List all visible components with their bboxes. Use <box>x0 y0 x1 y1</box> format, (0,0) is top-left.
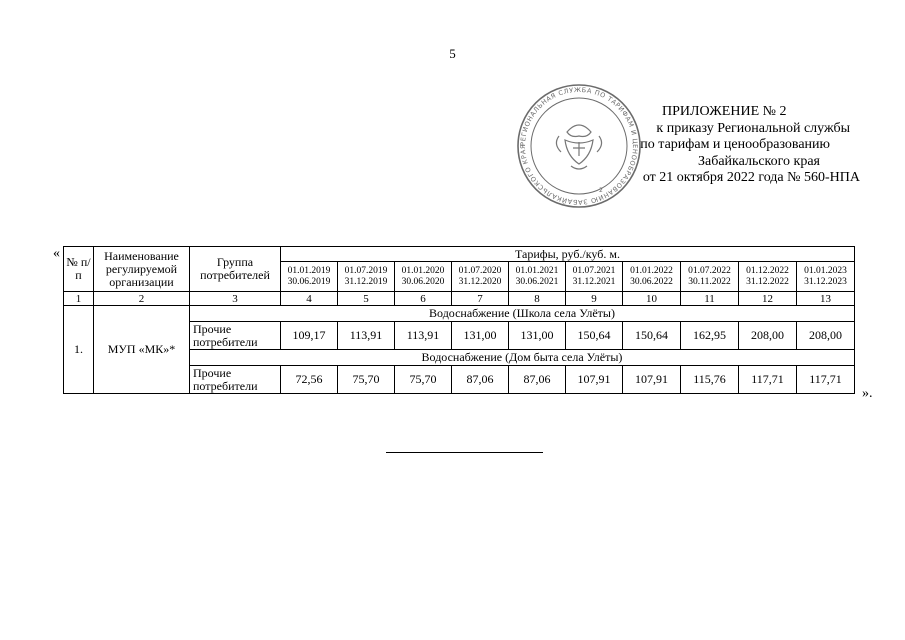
column-number: 2 <box>94 292 190 306</box>
tariff-value: 117,71 <box>739 366 797 394</box>
period-from: 01.07.2022 <box>688 265 731 276</box>
tariff-value: 87,06 <box>452 366 509 394</box>
period-to: 30.11.2022 <box>688 276 731 287</box>
tariffs-table <box>63 246 855 394</box>
period-header <box>797 262 855 292</box>
tariff-value: 150,64 <box>566 322 623 350</box>
period-to: 31.12.2020 <box>458 276 502 287</box>
tariff-value: 115,76 <box>681 366 739 394</box>
consumer-group-cell: Прочие потребители <box>190 366 281 394</box>
period-to: 30.06.2022 <box>630 276 673 287</box>
column-number: 4 <box>281 292 338 306</box>
header-no: № п/п <box>64 247 94 292</box>
period-from: 01.01.2021 <box>515 265 559 276</box>
tariff-value: 75,70 <box>338 366 395 394</box>
appendix-line-date: от 21 октября 2022 года № 560-НПА <box>642 170 860 185</box>
tariff-value: 150,64 <box>623 322 681 350</box>
period-from: 01.07.2019 <box>344 265 388 276</box>
consumer-group-cell: Прочие потребители <box>190 322 281 350</box>
period-to: 30.06.2020 <box>401 276 445 287</box>
period-from: 01.01.2020 <box>401 265 445 276</box>
column-number: 7 <box>452 292 509 306</box>
column-number: 12 <box>739 292 797 306</box>
period-to: 31.12.2022 <box>746 276 789 287</box>
period-header <box>338 262 395 292</box>
tariff-value: 107,91 <box>566 366 623 394</box>
section-title: Водоснабжение (Школа села Улёты) <box>190 306 855 322</box>
period-from: 01.07.2020 <box>458 265 502 276</box>
tariff-value: 208,00 <box>797 322 855 350</box>
period-header <box>452 262 509 292</box>
tariff-value: 109,17 <box>281 322 338 350</box>
period-header <box>566 262 623 292</box>
period-to: 30.06.2019 <box>287 276 331 287</box>
period-from: 01.12.2022 <box>746 265 789 276</box>
organization-name: МУП «МК»* <box>94 306 190 394</box>
column-number: 1 <box>64 292 94 306</box>
column-number: 13 <box>797 292 855 306</box>
period-to: 30.06.2021 <box>515 276 559 287</box>
closing-quote: ». <box>862 386 873 401</box>
tariff-value: 131,00 <box>452 322 509 350</box>
tariff-value: 113,91 <box>338 322 395 350</box>
column-number: 10 <box>623 292 681 306</box>
tariff-value: 75,70 <box>395 366 452 394</box>
column-number: 8 <box>509 292 566 306</box>
header-organization: Наименование регулируемой организации <box>94 247 190 292</box>
appendix-header <box>560 104 860 187</box>
period-to: 31.12.2021 <box>572 276 616 287</box>
column-number: 9 <box>566 292 623 306</box>
tariff-value: 162,95 <box>681 322 739 350</box>
end-rule <box>386 452 543 453</box>
section-title: Водоснабжение (Дом быта села Улёты) <box>190 350 855 366</box>
period-header <box>395 262 452 292</box>
period-from: 01.01.2023 <box>804 265 847 276</box>
period-header <box>739 262 797 292</box>
period-header <box>281 262 338 292</box>
appendix-line-service: по тарифам и ценообразованию <box>640 137 830 152</box>
period-from: 01.01.2022 <box>630 265 673 276</box>
tariff-value: 72,56 <box>281 366 338 394</box>
tariff-value: 107,91 <box>623 366 681 394</box>
period-from: 01.07.2021 <box>572 265 616 276</box>
tariff-value: 208,00 <box>739 322 797 350</box>
opening-quote: « <box>53 246 60 261</box>
period-header <box>681 262 739 292</box>
header-consumer-group: Группа потребителей <box>190 247 281 292</box>
column-number: 3 <box>190 292 281 306</box>
period-header <box>509 262 566 292</box>
appendix-line-region: Забайкальского края <box>697 153 820 169</box>
header-tariffs: Тарифы, руб./куб. м. <box>281 247 855 262</box>
tariff-value: 113,91 <box>395 322 452 350</box>
period-from: 01.01.2019 <box>287 265 331 276</box>
appendix-line-order: к приказу Региональной службы <box>656 120 850 136</box>
period-to: 31.12.2019 <box>344 276 388 287</box>
column-number: 6 <box>395 292 452 306</box>
period-header <box>623 262 681 292</box>
tariff-value: 87,06 <box>509 366 566 394</box>
tariff-value: 131,00 <box>509 322 566 350</box>
tariff-value: 117,71 <box>797 366 855 394</box>
row-number: 1. <box>64 306 94 394</box>
svg-text:2: 2 <box>599 187 603 194</box>
period-to: 31.12.2023 <box>804 276 847 287</box>
seal-text: РЕГИОНАЛЬНАЯ СЛУЖБА ПО ТАРИФАМ И ЦЕНООБРАЗОВАНИЮ ЗАБАЙКАЛЬСКОГО КРАЯ <box>518 85 640 207</box>
page-number: 5 <box>449 46 456 61</box>
appendix-title: ПРИЛОЖЕНИЕ № 2 <box>662 104 787 119</box>
column-number: 5 <box>338 292 395 306</box>
column-number: 11 <box>681 292 739 306</box>
